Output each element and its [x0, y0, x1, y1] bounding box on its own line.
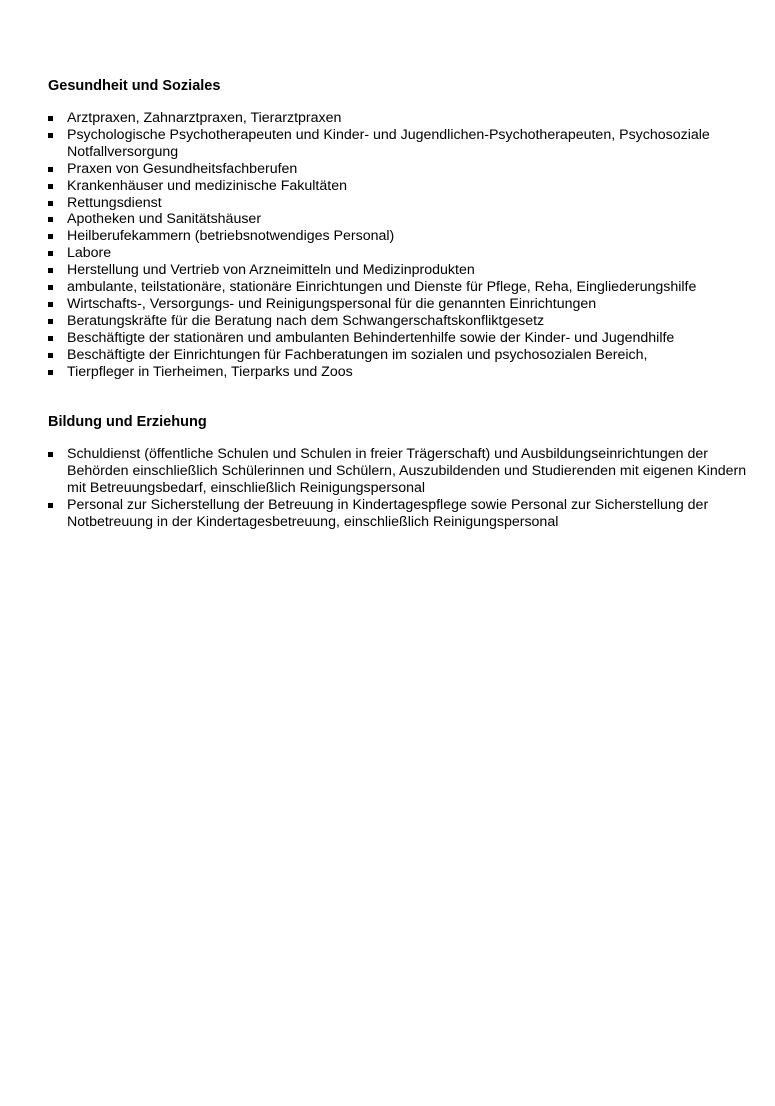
list-item-text: Personal zur Sicherstellung der Betreuung in Kindertagespflege sowie Personal zur Sicherstellung der Notbetreuung in der Kindertagesbetreuung, einschließlich Reinigungspersonal	[67, 496, 709, 530]
square-bullet-icon	[48, 452, 53, 457]
list-item	[48, 211, 748, 228]
list-item-text: ambulante, teilstationäre, stationäre Einrichtungen und Dienste für Pflege, Reha, Eingliederungshilfe	[67, 279, 697, 296]
square-bullet-icon	[48, 302, 53, 307]
list-item-text: Wirtschafts-, Versorgungs- und Reinigungspersonal für die genannten Einrichtungen	[67, 295, 597, 312]
square-bullet-icon	[48, 503, 53, 508]
section-heading: Gesundheit und Soziales	[48, 78, 221, 94]
square-bullet-icon	[48, 353, 53, 358]
list-item-text: Krankenhäuser und medizinische Fakultäten	[67, 177, 347, 194]
list-item-text: Heilberufekammern (betriebsnotwendiges Personal)	[67, 228, 395, 245]
list-item	[48, 330, 748, 347]
list-item	[48, 296, 748, 313]
bullet-list	[48, 110, 748, 381]
section-health-social	[48, 78, 748, 381]
list-item	[48, 347, 748, 364]
list-item-text: Rettungsdienst	[67, 194, 162, 211]
list-item	[48, 110, 748, 127]
list-item	[48, 195, 748, 212]
list-item	[48, 228, 748, 245]
list-item	[48, 313, 748, 330]
list-item-text: Apotheken und Sanitätshäuser	[67, 211, 262, 228]
list-item-text: Herstellung und Vertrieb von Arzneimitteln und Medizinprodukten	[67, 262, 475, 279]
list-item	[48, 279, 748, 296]
square-bullet-icon	[48, 319, 53, 324]
list-item-text: Tierpfleger in Tierheimen, Tierparks und Zoos	[67, 363, 353, 380]
list-item-text: Beschäftigte der Einrichtungen für Fachberatungen im sozialen und psychosozialen Bereich,	[67, 346, 648, 363]
square-bullet-icon	[48, 370, 53, 375]
list-item	[48, 127, 748, 161]
list-item-text: Beratungskräfte für die Beratung nach dem Schwangerschaftskonfliktgesetz	[67, 312, 545, 329]
list-item	[48, 497, 748, 531]
square-bullet-icon	[48, 336, 53, 341]
list-item	[48, 364, 748, 381]
square-bullet-icon	[48, 217, 53, 222]
square-bullet-icon	[48, 251, 53, 256]
section-education	[48, 414, 748, 531]
square-bullet-icon	[48, 285, 53, 290]
list-item-text: Arztpraxen, Zahnarztpraxen, Tierarztpraxen	[67, 110, 342, 126]
list-item-text: Schuldienst (öffentliche Schulen und Schulen in freier Trägerschaft) und Ausbildungseinrichtungen der Behörden einschließlich Schülerinnen und Schülern, Auszubildenden und Studierenden mit eigenen Kindern mit Betreuungsbedarf, einschließlich Reinigungspersonal	[67, 446, 747, 496]
list-item	[48, 446, 748, 497]
list-item-text: Labore	[67, 245, 112, 262]
list-item-text: Praxen von Gesundheitsfachberufen	[67, 160, 298, 177]
list-item	[48, 178, 748, 195]
list-item	[48, 245, 748, 262]
list-item	[48, 262, 748, 279]
square-bullet-icon	[48, 184, 53, 189]
square-bullet-icon	[48, 116, 53, 121]
square-bullet-icon	[48, 268, 53, 273]
section-heading: Bildung und Erziehung	[48, 414, 207, 430]
square-bullet-icon	[48, 234, 53, 239]
bullet-list	[48, 446, 748, 531]
list-item	[48, 161, 748, 178]
square-bullet-icon	[48, 201, 53, 206]
list-item-text: Beschäftigte der stationären und ambulanten Behindertenhilfe sowie der Kinder- und Jugendhilfe	[67, 329, 675, 346]
square-bullet-icon	[48, 167, 53, 172]
list-item-text: Psychologische Psychotherapeuten und Kinder- und Jugendlichen-Psychotherapeuten, Psychosoziale Notfallversorgung	[67, 126, 710, 160]
square-bullet-icon	[48, 133, 53, 138]
